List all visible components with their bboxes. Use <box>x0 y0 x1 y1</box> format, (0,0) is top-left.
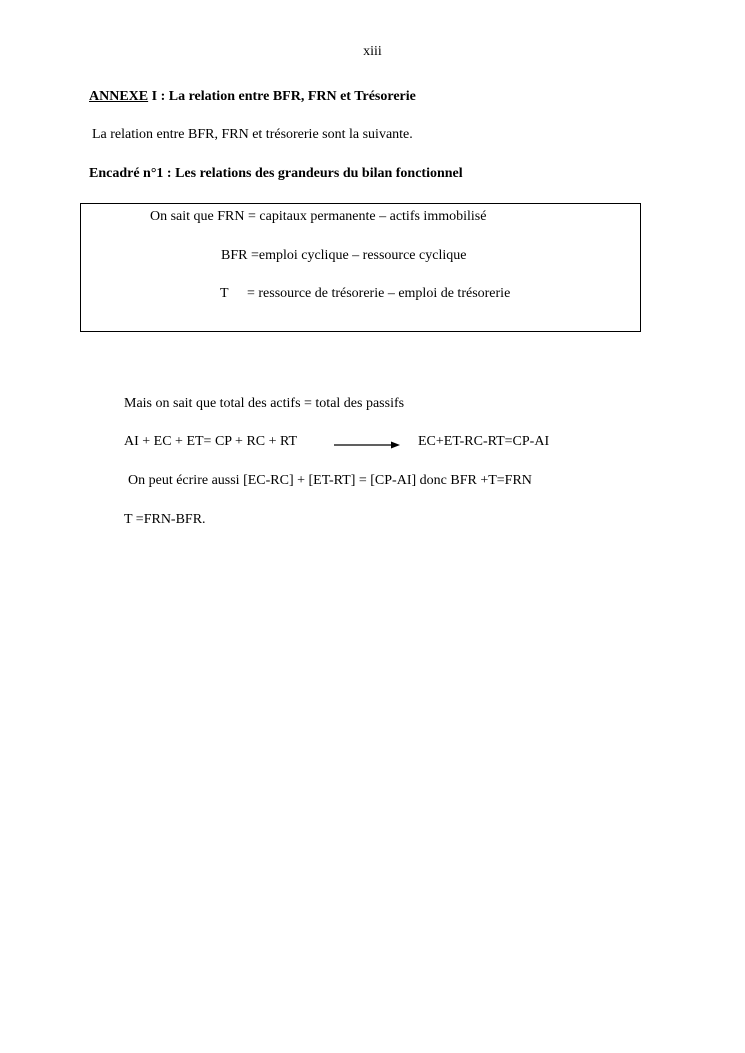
box-title: Encadré n°1 : Les relations des grandeurs du bilan fonctionnel <box>89 166 463 181</box>
intro-paragraph: La relation entre BFR, FRN et trésorerie sont la suivante. <box>92 127 413 142</box>
treasury-formula: T =FRN-BFR. <box>124 512 206 527</box>
grouped-equation: On peut écrire aussi [EC-RC] + [ET-RT] = [CP-AI] donc BFR +T=FRN <box>128 473 532 488</box>
right-arrow-icon <box>334 440 400 450</box>
rearranged-equation: EC+ET-RC-RT=CP-AI <box>418 434 550 449</box>
treasury-relation-text: = ressource de trésorerie – emploi de trésorerie <box>247 286 511 301</box>
annex-heading <box>89 90 416 104</box>
balance-statement: Mais on sait que total des actifs = total des passifs <box>124 396 405 411</box>
treasury-relation <box>220 287 510 301</box>
treasury-symbol: T <box>220 286 229 301</box>
frn-relation: On sait que FRN = capitaux permanente – actifs immobilisé <box>150 209 487 224</box>
balance-equation: AI + EC + ET= CP + RC + RT <box>124 434 298 449</box>
bfr-relation: BFR =emploi cyclique – ressource cyclique <box>221 248 467 263</box>
page-number: xiii <box>363 44 382 59</box>
annex-title-text: I : La relation entre BFR, FRN et Trésorerie <box>148 89 416 104</box>
annex-label: ANNEXE <box>89 89 149 104</box>
